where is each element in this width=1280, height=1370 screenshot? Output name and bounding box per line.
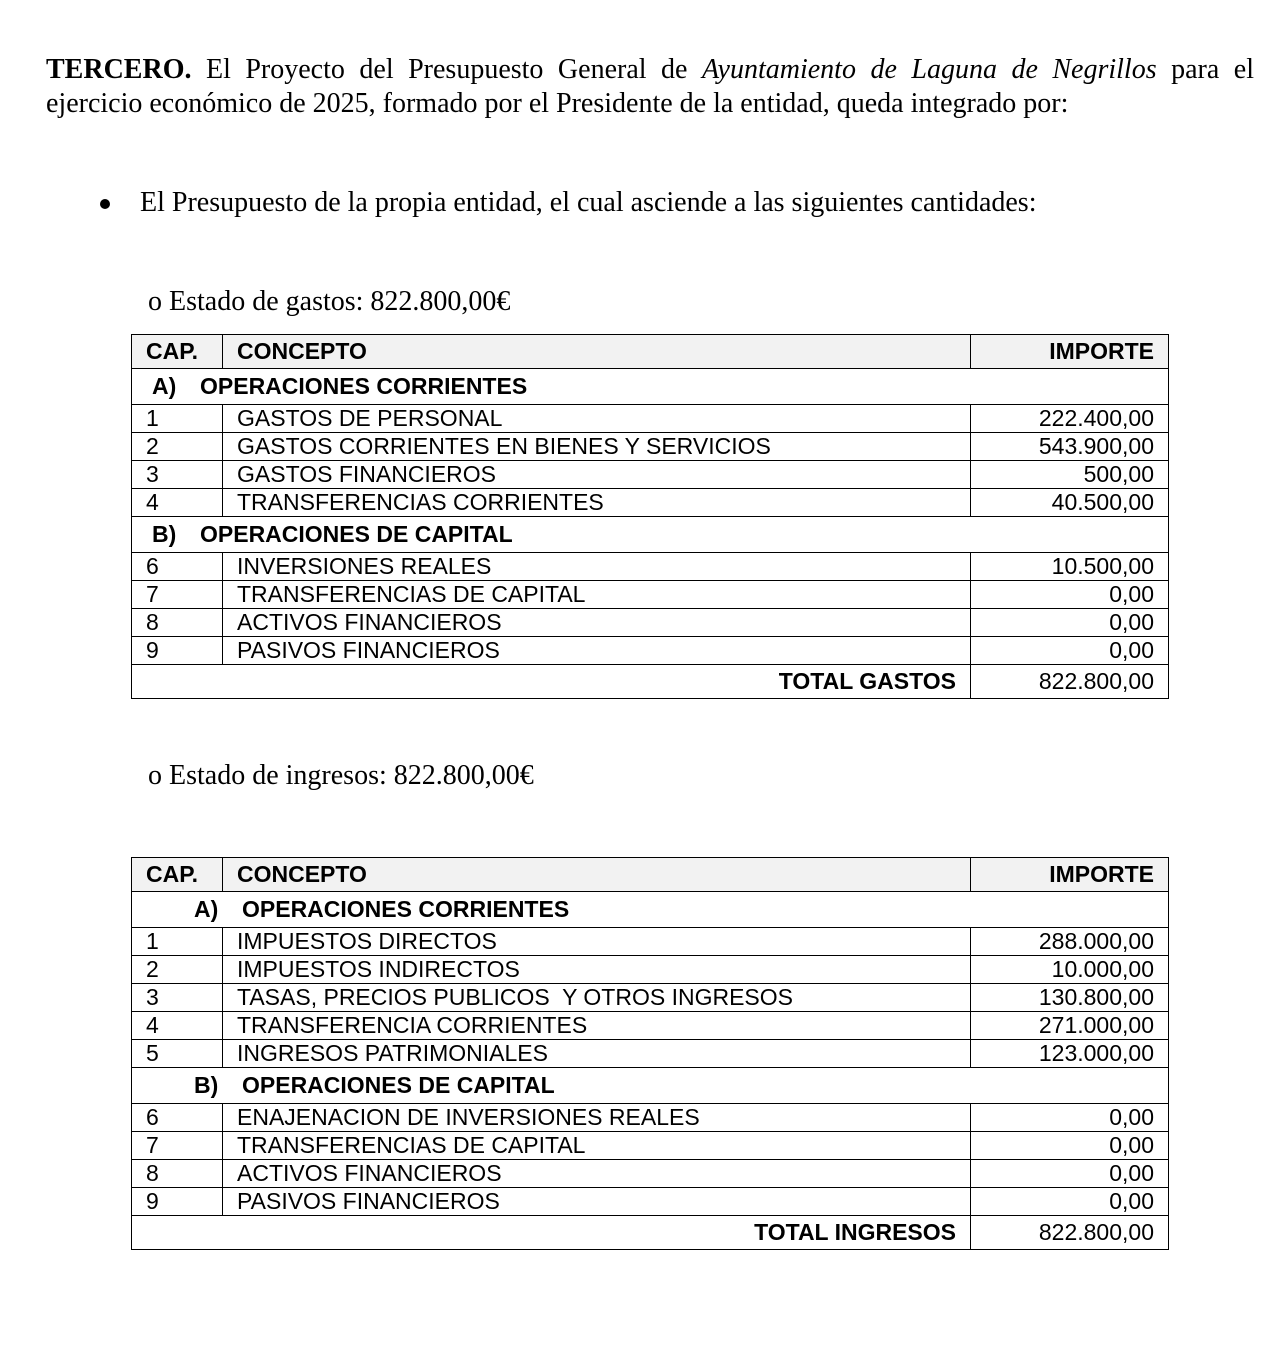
total-label: TOTAL INGRESOS — [132, 1216, 971, 1250]
importe-cell: 500,00 — [971, 461, 1169, 489]
section-row — [132, 1068, 1169, 1104]
section-label: OPERACIONES DE CAPITAL — [242, 1072, 555, 1098]
cap-cell: 2 — [132, 956, 223, 984]
cap-cell: 8 — [132, 1160, 223, 1188]
table-header-row — [132, 858, 1169, 892]
section-letter: A) — [152, 373, 177, 399]
header-cap: CAP. — [132, 858, 223, 892]
concepto-cell: GASTOS DE PERSONAL — [223, 405, 971, 433]
table-row — [132, 1012, 1169, 1040]
ingresos-table — [131, 857, 1169, 1250]
table-row — [132, 956, 1169, 984]
cap-cell: 9 — [132, 1188, 223, 1216]
total-row — [132, 1216, 1169, 1250]
table-row — [132, 1132, 1169, 1160]
importe-cell: 0,00 — [971, 609, 1169, 637]
cap-cell: 3 — [132, 461, 223, 489]
table-row — [132, 553, 1169, 581]
section-cell — [132, 517, 1169, 553]
importe-cell: 10.500,00 — [971, 553, 1169, 581]
concepto-cell: INGRESOS PATRIMONIALES — [223, 1040, 971, 1068]
section-letter: B) — [194, 1072, 219, 1098]
cap-cell: 3 — [132, 984, 223, 1012]
table-row — [132, 433, 1169, 461]
total-label: TOTAL GASTOS — [132, 665, 971, 699]
section-label: OPERACIONES CORRIENTES — [200, 373, 528, 399]
section-cell — [132, 369, 1169, 405]
concepto-cell: TRANSFERENCIAS CORRIENTES — [223, 489, 971, 517]
bullet-dot-icon — [100, 199, 110, 209]
importe-cell: 130.800,00 — [971, 984, 1169, 1012]
cap-cell: 6 — [132, 1104, 223, 1132]
table-row — [132, 609, 1169, 637]
total-row — [132, 665, 1169, 699]
importe-cell: 123.000,00 — [971, 1040, 1169, 1068]
concepto-cell: TRANSFERENCIA CORRIENTES — [223, 1012, 971, 1040]
importe-cell: 0,00 — [971, 1160, 1169, 1188]
ingresos-heading: o Estado de ingresos: 822.800,00€ — [148, 760, 534, 791]
header-concepto: CONCEPTO — [223, 335, 971, 369]
cap-cell: 5 — [132, 1040, 223, 1068]
concepto-cell: TASAS, PRECIOS PUBLICOS Y OTROS INGRESOS — [223, 984, 971, 1012]
section-letter: B) — [152, 521, 177, 547]
intro-text-after-entity: para el ejercicio económico de 2025, formado por el Presidente de la entidad, queda integrado por: — [46, 54, 1254, 119]
importe-cell: 0,00 — [971, 581, 1169, 609]
importe-cell: 288.000,00 — [971, 928, 1169, 956]
importe-cell: 222.400,00 — [971, 405, 1169, 433]
section-label: OPERACIONES DE CAPITAL — [200, 521, 513, 547]
table-row — [132, 489, 1169, 517]
section-cell — [132, 1068, 1169, 1104]
table-row — [132, 928, 1169, 956]
header-concepto: CONCEPTO — [223, 858, 971, 892]
table-row — [132, 581, 1169, 609]
table-header-row — [132, 335, 1169, 369]
section-row — [132, 517, 1169, 553]
cap-cell: 2 — [132, 433, 223, 461]
cap-cell: 4 — [132, 1012, 223, 1040]
importe-cell: 0,00 — [971, 637, 1169, 665]
concepto-cell: ENAJENACION DE INVERSIONES REALES — [223, 1104, 971, 1132]
importe-cell: 543.900,00 — [971, 433, 1169, 461]
table-row — [132, 405, 1169, 433]
importe-cell: 0,00 — [971, 1188, 1169, 1216]
table-row — [132, 461, 1169, 489]
concepto-cell: PASIVOS FINANCIEROS — [223, 1188, 971, 1216]
cap-cell: 6 — [132, 553, 223, 581]
cap-cell: 1 — [132, 928, 223, 956]
table-row — [132, 1188, 1169, 1216]
intro-bold-label: TERCERO. — [46, 54, 192, 85]
importe-cell: 0,00 — [971, 1132, 1169, 1160]
concepto-cell: ACTIVOS FINANCIEROS — [223, 609, 971, 637]
section-row — [132, 369, 1169, 405]
table-row — [132, 984, 1169, 1012]
gastos-table — [131, 334, 1169, 699]
total-importe: 822.800,00 — [971, 665, 1169, 699]
cap-cell: 9 — [132, 637, 223, 665]
header-importe: IMPORTE — [971, 335, 1169, 369]
cap-cell: 7 — [132, 1132, 223, 1160]
concepto-cell: IMPUESTOS INDIRECTOS — [223, 956, 971, 984]
cap-cell: 4 — [132, 489, 223, 517]
concepto-cell: TRANSFERENCIAS DE CAPITAL — [223, 581, 971, 609]
intro-text-before-entity: El Proyecto del Presupuesto General de — [191, 54, 702, 85]
concepto-cell: ACTIVOS FINANCIEROS — [223, 1160, 971, 1188]
importe-cell: 10.000,00 — [971, 956, 1169, 984]
table-row — [132, 1040, 1169, 1068]
gastos-heading: o Estado de gastos: 822.800,00€ — [148, 286, 511, 317]
section-label: OPERACIONES CORRIENTES — [242, 896, 570, 922]
table-row — [132, 637, 1169, 665]
section-letter: A) — [194, 896, 219, 922]
cap-cell: 8 — [132, 609, 223, 637]
concepto-cell: TRANSFERENCIAS DE CAPITAL — [223, 1132, 971, 1160]
table-row — [132, 1104, 1169, 1132]
header-importe: IMPORTE — [971, 858, 1169, 892]
importe-cell: 0,00 — [971, 1104, 1169, 1132]
concepto-cell: GASTOS FINANCIEROS — [223, 461, 971, 489]
importe-cell: 40.500,00 — [971, 489, 1169, 517]
concepto-cell: PASIVOS FINANCIEROS — [223, 637, 971, 665]
bullet-text: El Presupuesto de la propia entidad, el cual asciende a las siguientes cantidades: — [140, 187, 1037, 218]
concepto-cell: IMPUESTOS DIRECTOS — [223, 928, 971, 956]
intro-entity-name: Ayuntamiento de Laguna de Negrillos — [701, 54, 1157, 85]
intro-paragraph — [46, 53, 1254, 121]
concepto-cell: INVERSIONES REALES — [223, 553, 971, 581]
concepto-cell: GASTOS CORRIENTES EN BIENES Y SERVICIOS — [223, 433, 971, 461]
cap-cell: 1 — [132, 405, 223, 433]
importe-cell: 271.000,00 — [971, 1012, 1169, 1040]
cap-cell: 7 — [132, 581, 223, 609]
table-row — [132, 1160, 1169, 1188]
header-cap: CAP. — [132, 335, 223, 369]
total-importe: 822.800,00 — [971, 1216, 1169, 1250]
section-cell — [132, 892, 1169, 928]
section-row — [132, 892, 1169, 928]
